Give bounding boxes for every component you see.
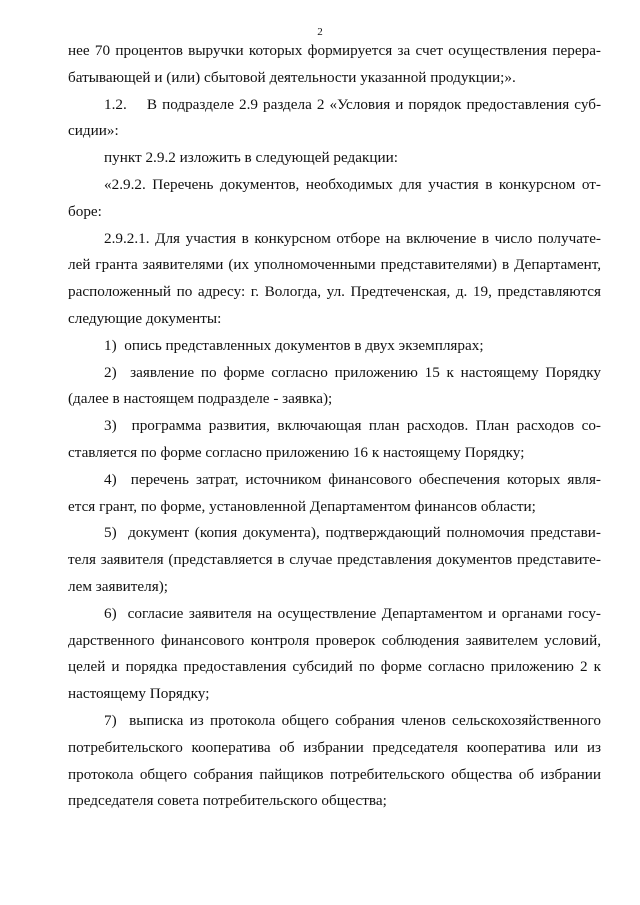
paragraph-clause-1-2: 1.2. В подразделе 2.9 раздела 2 «Условия и порядок предоставления суб-сидии»: — [68, 95, 601, 140]
list-item-5: 5) документ (копия документа), подтверждающий полномочия представи-теля заявителя (представляется в случае представления документов представите-лем заявителя); — [68, 524, 601, 595]
list-item-7: 7) выписка из протокола общего собрания членов сельскохозяйственного потребительского кооператива об избрании председателя кооператива или из протокола общего собрания пайщиков потребительского общества об избрании председателя совета потребительского общества; — [68, 711, 601, 810]
paragraph-2-9-2-1: 2.9.2.1. Для участия в конкурсном отборе на включение в число получате-лей гранта заявителями (их уполномоченными представителями) в Департамент, расположенный по адресу: г. Вологда, ул. Предтеченская, д. 19, представляются следующие документы: — [68, 229, 601, 327]
paragraph-amendment-intro: пункт 2.9.2 изложить в следующей редакции: — [104, 149, 398, 167]
page-number: 2 — [317, 26, 323, 38]
list-item-1: 1) опись представленных документов в двух экземплярах; — [104, 336, 484, 354]
list-item-4: 4) перечень затрат, источником финансового обеспечения которых явля-ется грант, по форме, установленной Департаментом финансов области; — [68, 470, 601, 515]
document-body — [68, 38, 601, 815]
list-item-2: 2) заявление по форме согласно приложению 15 к настоящему Порядку (далее в настоящем подразделе - заявка); — [68, 363, 601, 408]
list-item-6: 6) согласие заявителя на осуществление Департаментом и органами госу-дарственного финансового контроля проверок соблюдения заявителем условий, целей и порядка предоставления субсидий по форме согласно приложению 2 к настоящему Порядку; — [68, 604, 601, 703]
list-item-3: 3) программа развития, включающая план расходов. План расходов со-ставляется по форме согласно приложению 16 к настоящему Порядку; — [68, 417, 601, 461]
paragraph-continuation: нее 70 процентов выручки которых формируется за счет осуществления перера-батывающей и (или) сбытовой деятельности указанной продукции;». — [68, 42, 601, 86]
paragraph-2-9-2: «2.9.2. Перечень документов, необходимых для участия в конкурсном от-боре: — [68, 175, 601, 220]
